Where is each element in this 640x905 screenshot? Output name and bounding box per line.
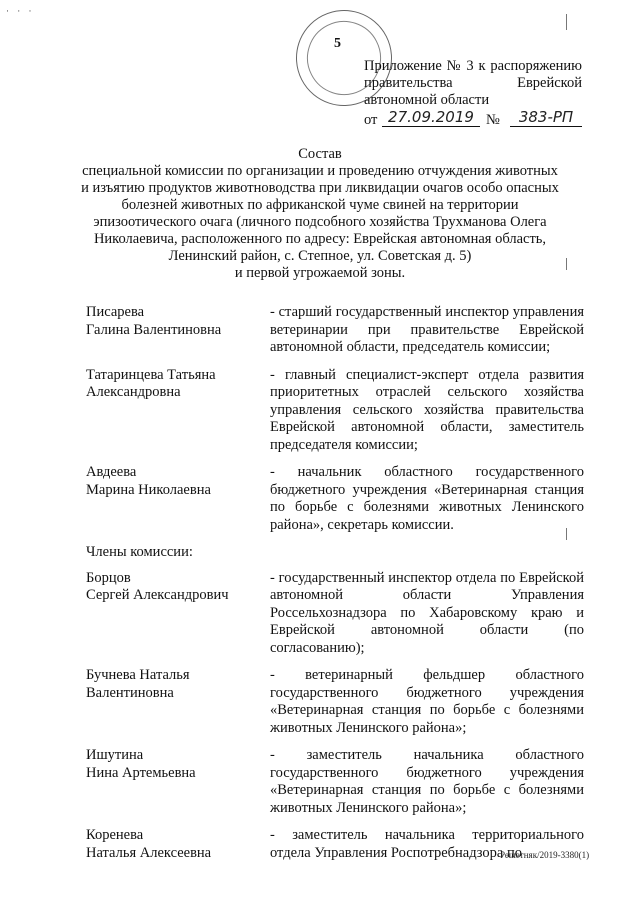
title-line: эпизоотического очага (личного подсобного хозяйства Трухманова Олега xyxy=(93,214,547,230)
appendix-line-1: Приложение № 3 к распоряжению xyxy=(364,58,582,74)
member-name: Писарева Галина Валентиновна xyxy=(86,304,222,338)
member-name: Борцов Сергей Александрович xyxy=(86,569,229,603)
member-role: - государственный инспектор отдела по Еврейской автономной области Управления Россельхознадзора по Хабаровскому краю и Еврейской автономной области (по согласованию); xyxy=(270,569,584,656)
scan-mark xyxy=(566,14,567,30)
commission-row xyxy=(86,667,584,737)
order-number-label: № xyxy=(486,112,500,128)
member-role: - заместитель начальника территориального отдела Управления Роспотребнадзора по xyxy=(270,827,584,861)
title-line: и первой угрожаемой зоны. xyxy=(234,265,406,281)
member-role: - заместитель начальника областного государственного бюджетного учреждения «Ветеринарная станция по борьбе с болезнями животных Ленинского района»; xyxy=(270,747,584,816)
member-name: Бучнева Наталья Валентиновна xyxy=(86,667,190,701)
title-line: болезней животных по африканской чуме свиней на территории xyxy=(121,197,519,213)
document-title xyxy=(60,146,580,282)
member-name: Ишутина Нина Артемьевна xyxy=(86,747,196,781)
member-name: Татаринцева Татьяна Александровна xyxy=(86,366,216,400)
member-role: - старший государственный инспектор управления ветеринарии при правительстве Еврейской автономной области, председатель комиссии; xyxy=(270,304,584,355)
commission-row xyxy=(86,747,584,817)
document-footer: Решетняк/2019-3380(1) xyxy=(500,850,590,860)
appendix-header xyxy=(364,58,582,109)
title-heading: Состав xyxy=(298,146,342,162)
order-number: 383-РП xyxy=(510,108,582,127)
order-reference xyxy=(364,110,582,130)
commission-row xyxy=(86,570,584,658)
title-line: специальной комиссии по организации и проведению отчуждения животных xyxy=(82,163,558,179)
commission-row xyxy=(86,304,584,357)
commission-row xyxy=(86,367,584,455)
member-name: Авдеева Марина Николаевна xyxy=(86,464,211,498)
stamp-number: 5 xyxy=(334,36,341,51)
scan-mark xyxy=(566,258,567,270)
title-line: Ленинский район, с. Степное, ул. Советская д. 5) xyxy=(168,248,472,264)
title-line: Николаевича, расположенного по адресу: Еврейская автономная область, xyxy=(93,231,547,247)
commission-row xyxy=(86,464,584,534)
member-role: - начальник областного государственного бюджетного учреждения «Ветеринарная станция по борьбе с болезнями животных Ленинского района», секретарь комиссии. xyxy=(270,464,584,533)
scan-mark xyxy=(566,528,567,540)
member-role: - главный специалист-эксперт отдела развития приоритетных отраслей сельского хозяйства управления сельского хозяйства правительства Еврейской автономной области, заместитель председателя комиссии; xyxy=(270,366,584,453)
member-role: - ветеринарный фельдшер областного государственного бюджетного учреждения «Ветеринарная станция по борьбе с болезнями животных Ленинского района»; xyxy=(270,667,584,736)
appendix-line-3: автономной области xyxy=(364,92,490,108)
title-line: и изъятию продуктов животноводства при ликвидации очагов особо опасных xyxy=(81,180,559,196)
member-name: Коренева Наталья Алексеевна xyxy=(86,827,212,861)
members-heading: Члены комиссии: xyxy=(86,544,193,560)
corner-marks: · · · xyxy=(6,6,35,16)
commission-list xyxy=(86,304,584,872)
appendix-line-2: правительства Еврейской xyxy=(364,75,582,91)
order-from-label: от xyxy=(364,112,378,128)
order-date: 27.09.2019 xyxy=(382,108,480,127)
